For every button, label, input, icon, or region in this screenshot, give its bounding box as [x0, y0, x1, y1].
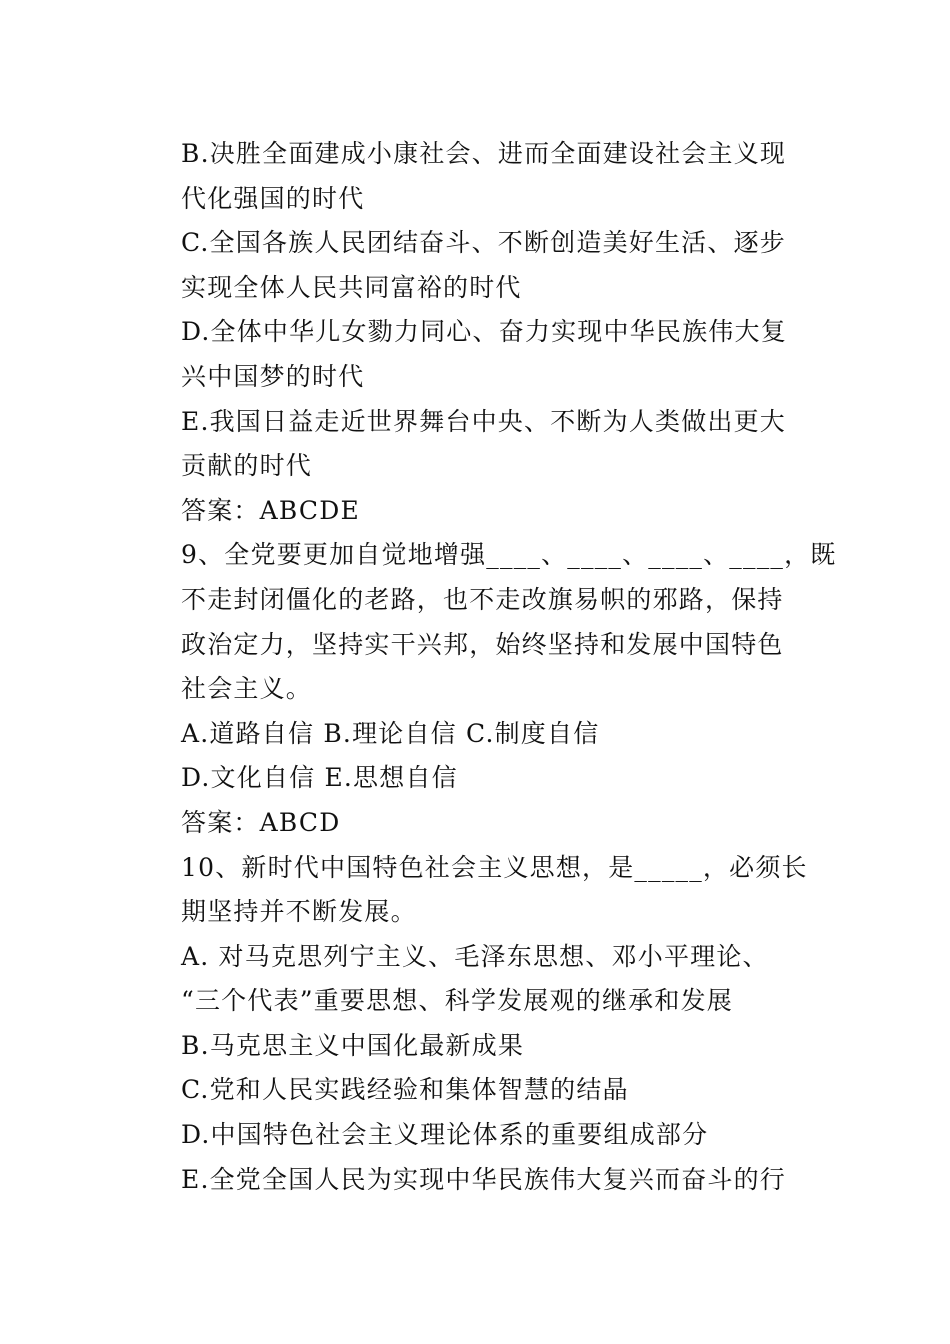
document-page	[181, 132, 837, 1202]
text-line: “三个代表”重要思想、科学发展观的继承和发展	[181, 986, 733, 1016]
option-a-line: A. 对马克思列宁主义、毛泽东思想、邓小平理论、	[181, 941, 769, 971]
text-line: C.全国各族人民团结奋斗、不断创造美好生活、逐步	[181, 228, 786, 258]
option-e-line: E.全党全国人民为实现中华民族伟大复兴而奋斗的行	[181, 1164, 786, 1194]
option-b-line: B.马克思主义中国化最新成果	[181, 1030, 525, 1060]
option-d-line: D.中国特色社会主义理论体系的重要组成部分	[181, 1120, 709, 1150]
question-9-line: 9、全党要更加自觉地增强____、____、____、____，既	[181, 540, 837, 570]
text-line: 社会主义。	[181, 674, 313, 704]
text-line: 实现全体人民共同富裕的时代	[181, 272, 522, 302]
text-line: D.全体中华儿女勠力同心、奋力实现中华民族伟大复	[181, 317, 787, 347]
text-line: 代化强国的时代	[181, 183, 365, 213]
answer-line: 答案：ABCD	[181, 807, 341, 837]
text-line: B.决胜全面建成小康社会、进而全面建设社会主义现	[181, 139, 787, 168]
text-line: 兴中国梦的时代	[181, 361, 365, 391]
options-line: D.文化自信 E.思想自信	[181, 763, 458, 793]
text-line: 政治定力，坚持实干兴邦，始终坚持和发展中国特色	[181, 629, 784, 659]
text-line: 期坚持并不断发展。	[181, 897, 417, 927]
options-line: A.道路自信 B.理论自信 C.制度自信	[181, 718, 600, 748]
answer-line: 答案：ABCDE	[181, 495, 360, 525]
text-line: 不走封闭僵化的老路，也不走改旗易帜的邪路，保持	[181, 584, 784, 614]
option-c-line: C.党和人民实践经验和集体智慧的结晶	[181, 1075, 629, 1105]
text-line: 贡献的时代	[181, 451, 313, 481]
text-line: E.我国日益走近世界舞台中央、不断为人类做出更大	[181, 406, 786, 436]
question-10-line: 10、新时代中国特色社会主义思想，是_____，必须长	[181, 852, 808, 882]
